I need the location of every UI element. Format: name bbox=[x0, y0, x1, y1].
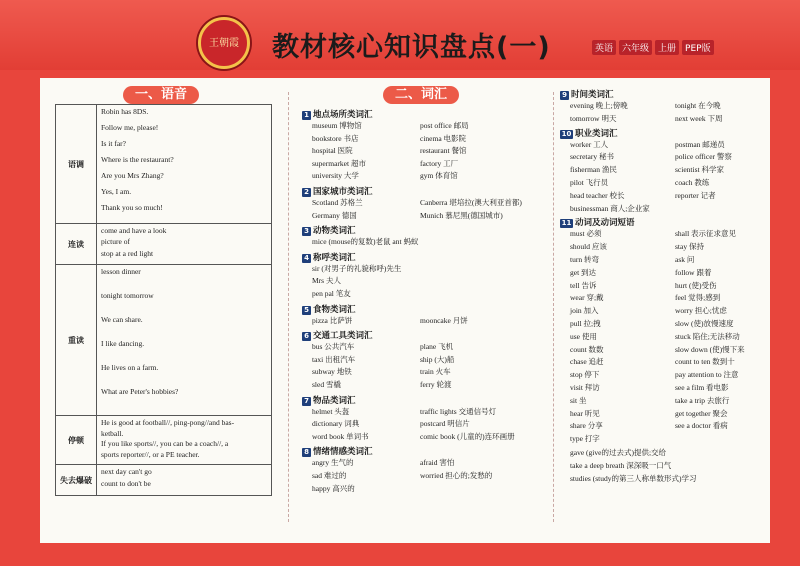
reading-line: Thank you so much! bbox=[101, 203, 163, 212]
vocab-word: get together 聚会 bbox=[675, 408, 728, 418]
vocab-word: afraid 害怕 bbox=[420, 458, 455, 468]
vocab-word: turn 转弯 bbox=[570, 255, 599, 264]
vocab-word: happy 高兴的 bbox=[312, 483, 355, 493]
vocab-word: train 火车 bbox=[420, 367, 451, 377]
vocab-word: stay 保持 bbox=[675, 242, 704, 252]
vocab-word: tonight 在今晚 bbox=[675, 101, 721, 110]
category-title: 时间类词汇 bbox=[571, 90, 614, 100]
vocab-category-heading bbox=[302, 303, 356, 315]
category-number: 9 bbox=[560, 91, 569, 100]
vocab-word: museum 博物馆 bbox=[312, 121, 362, 130]
vocab-word: tell 告诉 bbox=[570, 280, 597, 290]
vocab-word: Munich 慕尼黑(德国城市) bbox=[420, 210, 503, 220]
vocab-word: ask 问 bbox=[675, 255, 695, 264]
vocab-word: hear 听见 bbox=[570, 408, 600, 418]
vocab-word: sad 难过的 bbox=[312, 471, 347, 480]
vocab-word: pizza 比萨饼 bbox=[312, 315, 353, 325]
vocab-word: visit 拜访 bbox=[570, 383, 600, 392]
category-title: 交通工具类词汇 bbox=[313, 331, 373, 342]
vocab-word: ferry 轮渡 bbox=[420, 380, 452, 389]
vocab-word: type 打字 bbox=[570, 434, 600, 444]
vocab-word: Scotland 苏格兰 bbox=[312, 198, 363, 207]
vocab-word: stop 停下 bbox=[570, 370, 600, 380]
category-number: 11 bbox=[561, 219, 572, 228]
vocab-word: supermarket 超市 bbox=[312, 158, 366, 168]
vocab-word: pen pal 笔友 bbox=[312, 289, 351, 298]
tag-subject: 英语 bbox=[592, 40, 616, 55]
vocab-word: angry 生气的 bbox=[312, 458, 354, 468]
vocab-word: word book 单词书 bbox=[312, 431, 369, 441]
category-number: 3 bbox=[302, 227, 311, 236]
vocab-word: helmet 头盔 bbox=[312, 406, 350, 416]
vocab-word: fisherman 渔民 bbox=[570, 165, 617, 175]
vocab-word: see a film 看电影 bbox=[675, 383, 729, 392]
reading-line: come and have a look bbox=[101, 226, 167, 235]
vocab-word: worker 工人 bbox=[570, 139, 609, 149]
vocab-category-heading bbox=[302, 251, 356, 263]
column-divider bbox=[288, 92, 290, 522]
reading-line: Is it far? bbox=[101, 139, 126, 148]
vocab-word: factory 工厂 bbox=[420, 158, 459, 168]
section-title-vocab: 二、词汇 bbox=[383, 86, 459, 104]
vocab-category-heading bbox=[560, 88, 614, 100]
category-title: 动词及动词短语 bbox=[575, 218, 635, 229]
reading-line: tonight tomorrow bbox=[101, 291, 154, 300]
vocab-word: get 到达 bbox=[570, 267, 597, 277]
vocab-word: take a deep breath 深深吸一口气 bbox=[570, 460, 672, 470]
reading-row-content bbox=[97, 224, 271, 264]
category-number: 2 bbox=[302, 188, 311, 197]
vocab-word: count 数数 bbox=[570, 344, 604, 354]
vocab-word: see a doctor 看病 bbox=[675, 421, 728, 431]
vocab-word: coach 教练 bbox=[675, 178, 710, 187]
category-title: 物品类词汇 bbox=[313, 395, 356, 406]
category-title: 地点场所类词汇 bbox=[313, 110, 373, 120]
reading-line: I like dancing. bbox=[101, 339, 145, 348]
vocab-word: chase 追赶 bbox=[570, 357, 604, 367]
category-title: 食物类词汇 bbox=[313, 304, 356, 315]
vocab-word: pay attention to 注意 bbox=[675, 370, 739, 380]
vocab-word: ship (大)船 bbox=[420, 354, 455, 364]
vocab-word: cinema 电影院 bbox=[420, 133, 467, 143]
reading-line: count to don't be bbox=[101, 479, 151, 488]
vocab-word: stuck 陷住;无法移动 bbox=[675, 331, 740, 341]
reading-line: sports reporter//, or a PE teacher. bbox=[101, 449, 200, 459]
brand-logo bbox=[198, 17, 250, 69]
category-number: 6 bbox=[302, 332, 311, 341]
category-number: 7 bbox=[302, 397, 311, 406]
vocab-word: tomorrow 明天 bbox=[570, 113, 617, 123]
vocab-word: hurt (使)受伤 bbox=[675, 280, 717, 290]
reading-line: Follow me, please! bbox=[101, 123, 159, 132]
vocab-category-heading bbox=[302, 445, 373, 457]
category-number: 4 bbox=[302, 254, 311, 263]
reading-row-label: 失去爆破 bbox=[56, 465, 97, 495]
vocab-word: count to ten 数到十 bbox=[675, 357, 735, 367]
tag-grade: 六年级 bbox=[619, 40, 652, 55]
vocab-word: secretary 秘书 bbox=[570, 152, 614, 162]
vocab-word: sir (对男子的礼貌称呼)先生 bbox=[312, 263, 402, 273]
vocab-word: pilot 飞行员 bbox=[570, 178, 609, 187]
vocab-word: should 应该 bbox=[570, 242, 607, 252]
vocab-word: Germany 德国 bbox=[312, 210, 357, 220]
vocab-category-heading bbox=[302, 185, 373, 197]
vocab-word: subway 地铁 bbox=[312, 367, 352, 377]
reading-row bbox=[56, 224, 271, 265]
reading-line: What are Peter's hobbies? bbox=[101, 387, 179, 396]
vocab-word: evening 晚上;傍晚 bbox=[570, 101, 628, 110]
vocab-word: comic book (儿童的)连环画册 bbox=[420, 431, 515, 441]
vocab-word: bookstore 书店 bbox=[312, 133, 359, 143]
page-title: 教材核心知识盘点(一) bbox=[272, 32, 551, 63]
vocab-word: slow down (使)慢下来 bbox=[675, 344, 745, 354]
reading-row bbox=[56, 465, 271, 495]
reading-line: Where is the restaurant? bbox=[101, 155, 174, 164]
vocab-word: worry 担心;忧虑 bbox=[675, 306, 727, 316]
reading-row-content bbox=[97, 465, 271, 495]
reading-row-label: 连读 bbox=[56, 224, 97, 264]
category-title: 情绪情感类词汇 bbox=[313, 447, 373, 458]
reading-row-label: 重读 bbox=[56, 265, 97, 415]
vocab-word: share 分享 bbox=[570, 421, 603, 431]
vocab-word: shall 表示征求意见 bbox=[675, 229, 737, 239]
reading-row bbox=[56, 416, 271, 465]
vocab-word: businessman 商人;企业家 bbox=[570, 203, 650, 213]
reading-line: He lives on a farm. bbox=[101, 363, 159, 372]
category-title: 职业类词汇 bbox=[575, 128, 618, 139]
vocab-word: wear 穿;戴 bbox=[570, 293, 604, 303]
reading-line: lesson dinner bbox=[101, 267, 141, 276]
category-number: 5 bbox=[302, 306, 311, 315]
vocab-word: plane 飞机 bbox=[420, 342, 454, 352]
category-number: 8 bbox=[302, 448, 311, 457]
reading-line: next day can't go bbox=[101, 467, 152, 476]
tag-edition: PEP版 bbox=[682, 40, 714, 55]
reading-line: ketball. bbox=[101, 428, 124, 438]
vocab-word: studies (study的第三人称单数形式)学习 bbox=[570, 473, 697, 483]
reading-row-content bbox=[97, 416, 271, 464]
vocab-word: worried 担心的;发愁的 bbox=[420, 471, 493, 480]
vocab-word: university 大学 bbox=[312, 171, 359, 181]
vocab-word: police officer 警察 bbox=[675, 152, 732, 162]
vocab-word: dictionary 词典 bbox=[312, 419, 360, 429]
vocab-word: pull 拉;拽 bbox=[570, 319, 601, 328]
vocab-word: take a trip 去旅行 bbox=[675, 395, 730, 405]
reading-row bbox=[56, 105, 271, 224]
reading-line: He is good at football//, ping-pong//and bas- bbox=[101, 418, 235, 427]
vocab-word: bus 公共汽车 bbox=[312, 342, 355, 352]
column-divider bbox=[553, 92, 555, 522]
reading-line: We can share. bbox=[101, 315, 143, 324]
reading-row-content bbox=[97, 265, 271, 415]
vocab-word: postcard 明信片 bbox=[420, 419, 470, 429]
reading-line: picture of bbox=[101, 237, 130, 247]
reading-line: Are you Mrs Zhang? bbox=[101, 171, 164, 180]
vocab-word: post office 邮局 bbox=[420, 121, 469, 130]
vocab-word: gym 体育馆 bbox=[420, 171, 458, 181]
vocab-word: Canberra 堪培拉(澳大利亚首都) bbox=[420, 198, 522, 207]
category-title: 动物类词汇 bbox=[313, 226, 356, 237]
vocab-word: follow 跟着 bbox=[675, 267, 712, 277]
vocab-word: hospital 医院 bbox=[312, 146, 353, 156]
vocab-category-heading bbox=[302, 329, 373, 341]
category-title: 国家城市类词汇 bbox=[313, 187, 373, 197]
vocab-word: join 加入 bbox=[570, 306, 599, 316]
vocab-word: feel 觉得;感到 bbox=[675, 293, 721, 303]
vocab-word: head teacher 校长 bbox=[570, 190, 625, 200]
vocab-category-heading bbox=[560, 127, 618, 139]
reading-row bbox=[56, 265, 271, 416]
vocab-category-heading bbox=[302, 394, 356, 406]
vocab-word: next week 下周 bbox=[675, 113, 723, 123]
vocab-word: Mrs 夫人 bbox=[312, 276, 341, 286]
category-number: 1 bbox=[302, 111, 311, 120]
vocab-word: slow (使)放慢速度 bbox=[675, 319, 734, 328]
vocab-word: scientist 科学家 bbox=[675, 165, 724, 175]
reading-line: Robin has 8DS. bbox=[101, 107, 149, 116]
reading-table bbox=[55, 104, 272, 496]
category-number: 10 bbox=[561, 129, 572, 138]
vocab-word: gave (give的过去式)提供;交给 bbox=[570, 448, 667, 457]
vocab-word: taxi 出租汽车 bbox=[312, 354, 356, 364]
reading-row-label: 语调 bbox=[56, 105, 97, 223]
reading-line: Yes, I am. bbox=[101, 187, 132, 196]
logo-text: 王朝霞 bbox=[209, 38, 239, 49]
vocab-category-heading bbox=[302, 224, 356, 236]
vocab-word: sit 坐 bbox=[570, 395, 587, 405]
vocab-word: reporter 记者 bbox=[675, 190, 716, 200]
vocab-category-heading bbox=[302, 108, 373, 120]
reading-line: If you like sports//, you can be a coach//, a bbox=[101, 439, 229, 448]
vocab-word: mooncake 月饼 bbox=[420, 315, 468, 325]
vocab-word: mice (mouse的复数)老鼠 ant 蚂蚁 bbox=[312, 237, 419, 247]
reading-row-content bbox=[97, 105, 271, 223]
section-title-phonics: 一、语音 bbox=[123, 86, 199, 104]
vocab-word: traffic lights 交通信号灯 bbox=[420, 406, 497, 416]
category-title: 称呼类词汇 bbox=[313, 252, 356, 263]
vocab-word: sled 雪橇 bbox=[312, 380, 341, 389]
grade-tags bbox=[592, 40, 714, 55]
vocab-word: use 使用 bbox=[570, 331, 597, 341]
tag-term: 上册 bbox=[655, 40, 679, 55]
vocab-word: postman 邮递员 bbox=[675, 139, 725, 149]
vocab-word: restaurant 餐馆 bbox=[420, 146, 467, 156]
vocab-word: must 必须 bbox=[570, 229, 602, 239]
reading-row-label: 停顿 bbox=[56, 416, 97, 464]
reading-line: stop at a red light bbox=[101, 248, 154, 258]
vocab-category-heading bbox=[560, 216, 635, 228]
